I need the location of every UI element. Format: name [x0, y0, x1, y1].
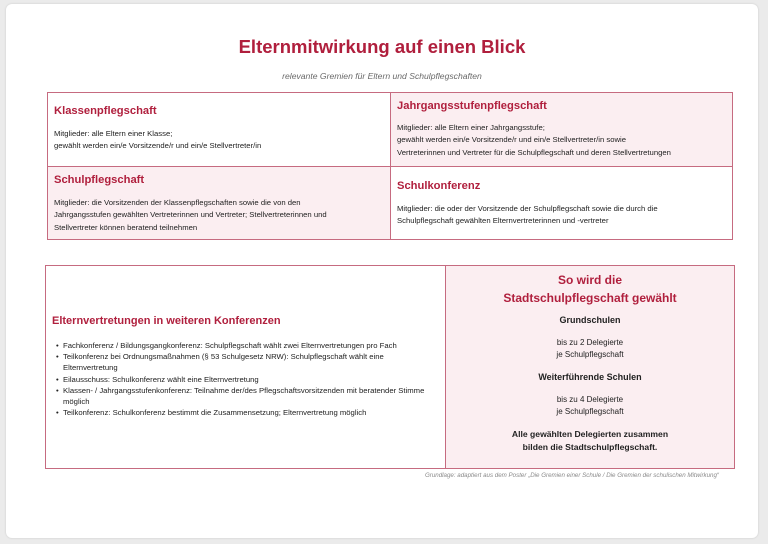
list-item: • Fachkonferenz / Bildungsgangkonferenz: Schulpflegschaft wählt zwei Elternvertretungen pro Fach [56, 340, 439, 351]
stadt-heading-line: Stadtschulpflegschaft gewählt [503, 291, 677, 305]
klassenpflegschaft-text [54, 128, 384, 153]
text-line: Mitglieder: alle Eltern einer Jahrgangsstufe; [397, 123, 545, 132]
konferenzen-panel [46, 266, 446, 468]
weiterfuehrende-label: Weiterführende Schulen [538, 372, 642, 382]
text-line: bilden die Stadtschulpflegschaft. [522, 442, 658, 452]
document-page [6, 4, 758, 538]
text-line: Vertreterinnen und Vertreter für die Schulpflegschaft und deren Stellvertretungen [397, 147, 671, 157]
list-item: • Teilkonferenz: Schulkonferenz bestimmt die Zusammensetzung; Elternvertretung möglich [56, 407, 439, 418]
text-line: bis zu 4 Delegierte [556, 395, 624, 404]
committee-grid [47, 92, 733, 240]
stadt-heading-line: So wird die [557, 273, 622, 287]
schulpflegschaft-text [54, 197, 384, 234]
cell-schulpflegschaft [48, 167, 391, 239]
jahrgangsstufenpflegschaft-text [397, 122, 726, 159]
stadt-summary [446, 428, 734, 454]
cell-jahrgangsstufenpflegschaft [391, 93, 732, 167]
list-item: • Klassen- / Jahrgangsstufenkonferenz: Teilnahme der/des Pflegschaftsvorsitzenden mit beratender Stimme möglich [56, 385, 439, 407]
text-line: Jahrgangsstufen gewählten Vertreterinnen und Vertreter; Stellvertreterinnen und [54, 210, 327, 220]
jahrgangsstufenpflegschaft-heading: Jahrgangsstufenpflegschaft [397, 100, 547, 112]
page-title: Elternmitwirkung auf einen Blick [238, 36, 526, 57]
text-line: Mitglieder: die oder der Vorsitzende der Schulpflegschaft sowie die durch die [397, 204, 658, 213]
list-item: • Eilausschuss: Schulkonferenz wählt eine Elternvertretung [56, 374, 439, 385]
lower-section [45, 265, 735, 469]
text-line: gewählt werden ein/e Vorsitzende/r und ein/e Stellvertreter/in [54, 141, 262, 151]
stadt-heading [446, 271, 734, 307]
list-item: • Teilkonferenz bei Ordnungsmaßnahmen (§ 53 Schulgesetz NRW): Schulpflegschaft wählt eine Elternvertretung [56, 351, 439, 373]
schulkonferenz-heading: Schulkonferenz [397, 180, 481, 192]
text-line: Mitglieder: die Vorsitzenden der Klassenpflegschaften sowie die von den [54, 198, 301, 207]
page-subtitle: relevante Gremien für Eltern und Schulpflegschaften [282, 71, 482, 81]
stadtschulpflegschaft-panel [446, 266, 734, 468]
text-line: Mitglieder: alle Eltern einer Klasse; [54, 129, 173, 138]
text-line: Schulpflegschaft gewählten Elternvertreterinnen und -vertreter [397, 216, 609, 226]
klassenpflegschaft-heading: Klassenpflegschaft [54, 105, 157, 117]
text-line: Stellvertreter können beratend teilnehmen [54, 222, 198, 232]
text-line: gewählt werden ein/e Vorsitzende/r und ein/e Stellvertreter/in sowie [397, 135, 627, 145]
grundschulen-label: Grundschulen [559, 315, 621, 325]
weiterfuehrende-text [446, 394, 734, 418]
cell-klassenpflegschaft [48, 93, 391, 167]
grundschulen-text [446, 337, 734, 361]
cell-schulkonferenz [391, 167, 732, 239]
text-line: bis zu 2 Delegierte [556, 338, 624, 347]
schulpflegschaft-heading: Schulpflegschaft [54, 174, 145, 186]
text-line: je Schulpflegschaft [556, 350, 624, 359]
schulkonferenz-text [397, 203, 726, 228]
text-line: je Schulpflegschaft [556, 407, 624, 416]
konferenzen-heading: Elternvertretungen in weiteren Konferenzen [52, 315, 281, 327]
konferenzen-list [56, 340, 439, 418]
text-line: Alle gewählten Delegierten zusammen [511, 429, 669, 439]
source-footnote: Grundlage: adaptiert aus dem Poster „Die Gremien einer Schule / Die Gremien der schulischen Mitwirkung“ [424, 472, 719, 479]
